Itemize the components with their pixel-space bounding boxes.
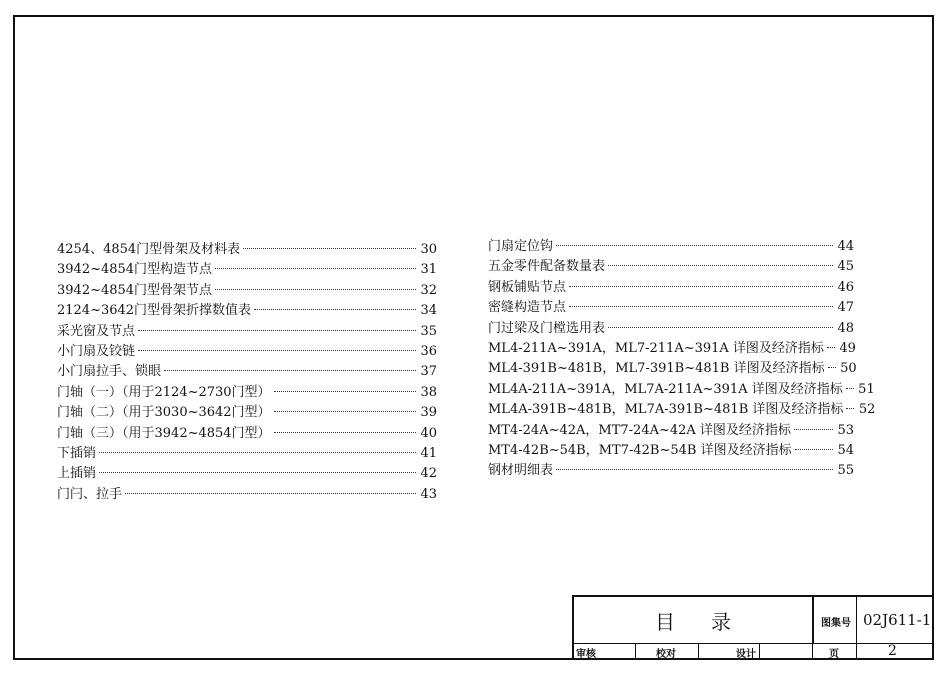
- toc-leader-dots: [556, 245, 833, 246]
- toc-entry-title: 采光窗及节点: [57, 323, 136, 339]
- toc-entry-page: 50: [840, 361, 857, 377]
- toc-entry-title: 3942~4854门型骨架节点: [57, 282, 213, 298]
- atlas-number-label: 图集号: [821, 618, 851, 629]
- atlas-number: 02J611-1: [863, 611, 932, 629]
- toc-entry-page: 52: [858, 402, 876, 418]
- toc-right-column: [488, 237, 876, 482]
- toc-entry-page: 38: [420, 384, 437, 400]
- toc-entry: [488, 298, 854, 318]
- title-block-title: 目录: [655, 609, 767, 634]
- toc-entry: [57, 240, 437, 260]
- toc-leader-dots: [215, 268, 416, 269]
- toc-entry-title: ML4A-391B~481B，ML7A-391B~481B 详图及经济指标: [488, 402, 844, 418]
- toc-leader-dots: [99, 472, 416, 473]
- toc-entry: [488, 461, 854, 481]
- toc-entry: [488, 400, 876, 420]
- toc-leader-dots: [215, 289, 416, 290]
- toc-leader-dots: [828, 367, 836, 368]
- toc-entry: [57, 485, 437, 505]
- toc-entry: [57, 342, 437, 362]
- review-label: 审核: [576, 649, 596, 660]
- toc-entry: [57, 403, 437, 423]
- toc-entry-title: 门轴（一）（用于2124~2730门型）: [57, 384, 271, 400]
- toc-entry: [488, 380, 875, 400]
- toc-entry: [57, 464, 437, 484]
- toc-entry-title: 五金零件配备数量表: [488, 259, 606, 275]
- toc-leader-dots: [138, 350, 416, 351]
- toc-entry: [488, 278, 854, 298]
- toc-entry: [488, 359, 857, 379]
- toc-entry-page: 43: [420, 486, 437, 502]
- toc-entry-title: 密缝构造节点: [488, 300, 567, 316]
- toc-entry: [57, 424, 437, 444]
- toc-entry-page: 54: [837, 442, 854, 458]
- toc-leader-dots: [274, 432, 416, 433]
- toc-entry-title: MT4-42B~54B，MT7-42B~54B 详图及经济指标: [488, 442, 792, 458]
- design-label: 设计: [736, 649, 756, 660]
- toc-entry: [57, 383, 437, 403]
- toc-entry-page: 53: [837, 422, 854, 438]
- toc-entry-title: ML4-391B~481B，ML7-391B~481B 详图及经济指标: [488, 361, 825, 377]
- toc-entry-title: ML4-211A~391A，ML7-211A~391A 详图及经济指标: [488, 340, 824, 356]
- toc-entry-title: 3942~4854门型构造节点: [57, 262, 213, 278]
- toc-leader-dots: [846, 408, 854, 409]
- toc-entry-title: ML4A-211A~391A，ML7A-211A~391A 详图及经济指标: [488, 381, 843, 397]
- toc-entry: [488, 257, 854, 277]
- toc-entry: [488, 339, 854, 359]
- toc-leader-dots: [827, 347, 835, 348]
- toc-entry-title: 门轴（二）（用于3030~3642门型）: [57, 405, 271, 421]
- toc-entry-page: 49: [839, 340, 856, 356]
- toc-entry-page: 32: [420, 282, 437, 298]
- toc-leader-dots: [243, 248, 416, 249]
- toc-entry: [488, 319, 854, 339]
- toc-entry-title: 门扇定位钩: [488, 239, 554, 254]
- toc-entry-title: 上插销: [57, 466, 97, 482]
- toc-leader-dots: [164, 370, 416, 371]
- toc-entry-title: 小门扇拉手、锁眼: [57, 364, 162, 380]
- toc-entry-title: 2124~3642门型骨架折撑数值表: [57, 303, 252, 319]
- page-number: 2: [888, 643, 897, 659]
- toc-entry-title: 门轴（三）（用于3942~4854门型）: [57, 425, 271, 441]
- toc-leader-dots: [254, 309, 416, 310]
- toc-entry: [488, 421, 854, 441]
- toc-entry-title: 小门扇及铰链: [57, 343, 136, 359]
- toc-entry: [57, 444, 437, 464]
- toc-entry-title: 门过梁及门樘选用表: [488, 320, 606, 336]
- toc-entry-page: 41: [420, 445, 437, 461]
- toc-entry: [488, 441, 854, 461]
- toc-entry-page: 36: [420, 343, 437, 359]
- toc-entry: [57, 281, 437, 301]
- toc-entry-page: 34: [420, 303, 437, 319]
- toc-entry-page: 37: [420, 364, 437, 380]
- toc-entry-title: 下插销: [57, 445, 97, 461]
- toc-leader-dots: [138, 330, 416, 331]
- toc-leader-dots: [274, 411, 416, 412]
- toc-entry-page: 40: [420, 425, 437, 441]
- toc-entry-page: 30: [420, 242, 437, 257]
- toc-entry-title: 钢材明细表: [488, 463, 554, 479]
- toc-entry: [488, 237, 854, 257]
- toc-entry-page: 35: [420, 323, 437, 339]
- toc-leader-dots: [846, 388, 854, 389]
- toc-leader-dots: [125, 493, 416, 494]
- toc-entry-page: 45: [837, 259, 854, 275]
- toc-leader-dots: [99, 452, 416, 453]
- toc-entry: [57, 362, 437, 382]
- toc-leader-dots: [569, 306, 833, 307]
- toc-entry-page: 44: [837, 239, 854, 254]
- toc-entry-page: 39: [420, 405, 437, 421]
- toc-entry-page: 55: [837, 463, 854, 479]
- toc-entry: [57, 260, 437, 280]
- toc-entry-page: 46: [837, 279, 854, 295]
- page-label: 页: [829, 649, 839, 660]
- toc-entry: [57, 301, 437, 321]
- toc-entry-title: 4254、4854门型骨架及材料表: [57, 242, 241, 257]
- title-block: [572, 595, 932, 659]
- toc-entry: [57, 322, 437, 342]
- toc-left-column: [57, 240, 437, 505]
- toc-leader-dots: [556, 469, 833, 470]
- toc-entry-title: 门闩、拉手: [57, 486, 123, 502]
- toc-entry-title: 钢板铺贴节点: [488, 279, 567, 295]
- toc-leader-dots: [794, 429, 833, 430]
- toc-leader-dots: [608, 265, 833, 266]
- toc-leader-dots: [274, 391, 416, 392]
- toc-entry-page: 47: [837, 300, 854, 316]
- toc-entry-page: 51: [858, 381, 875, 397]
- toc-entry-page: 42: [420, 466, 437, 482]
- toc-entry-page: 31: [420, 262, 437, 278]
- toc-leader-dots: [795, 449, 833, 450]
- check-label: 校对: [656, 649, 676, 660]
- toc-leader-dots: [569, 286, 833, 287]
- toc-leader-dots: [608, 327, 833, 328]
- toc-entry-page: 48: [837, 320, 854, 336]
- toc-entry-title: MT4-24A~42A，MT7-24A~42A 详图及经济指标: [488, 422, 791, 438]
